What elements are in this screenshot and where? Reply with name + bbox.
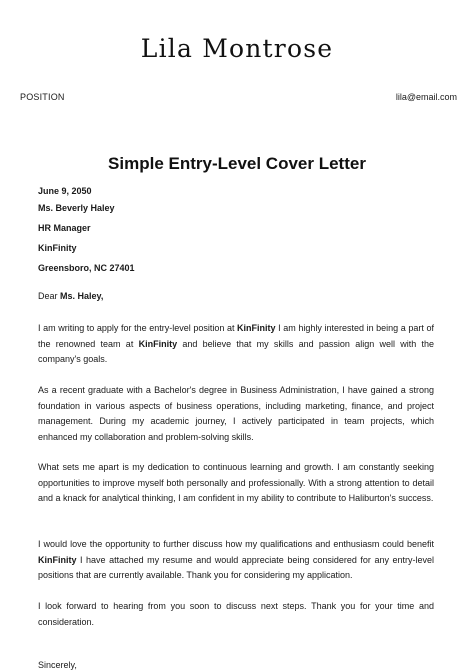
paragraph-1: [38, 321, 434, 368]
p1-text-a: I am writing to apply for the entry-level position at: [38, 323, 238, 333]
paragraph-4: [38, 537, 434, 584]
p1-company-1: KinFinity: [237, 323, 276, 333]
recipient-company: KinFinity: [38, 243, 77, 253]
applicant-name: Lila Montrose: [140, 34, 334, 63]
paragraph-5: I look forward to hearing from you soon to discuss next steps. Thank you for your time and consideration.: [38, 601, 434, 627]
p1-company-2: KinFinity: [138, 338, 178, 349]
paragraph-2: As a recent graduate with a Bachelor's degree in Business Administration, I have gained a strong foundation in various aspects of business operations, including marketing, finance, and project management. During my academic journey, I actively participated in team projects, which enhanced my collaboration and problem-solving skills.: [38, 385, 434, 442]
p4-company: KinFinity: [38, 554, 77, 565]
salutation: [38, 291, 103, 301]
position-label: POSITION: [20, 92, 65, 102]
p4-text-c: I have attached my resume and would appreciate being considered for any entry-level positions that are currently available. Thank you for considering my application.: [38, 554, 434, 580]
paragraph-3: What sets me apart is my dedication to continuous learning and growth. I am constantly seeking opportunities to improve myself both personally and professionally. With a strong attention to detail and a knack for analytical thinking, I am confident in my ability to contribute to Haliburton's success.: [38, 462, 434, 503]
recipient-city: Greensboro, NC 27401: [38, 263, 135, 273]
salutation-prefix: Dear: [38, 291, 61, 301]
closing: Sincerely,: [38, 660, 77, 670]
letter-date: June 9, 2050: [38, 186, 92, 196]
recipient-title: HR Manager: [38, 223, 91, 233]
p1-text-c: I am highly interested in being a part of the renowned team at: [38, 323, 434, 349]
p4-text-a: I would love the opportunity to further discuss how my qualifications and enthusiasm could benefit: [38, 539, 434, 549]
email-address: lila@email.com: [395, 92, 457, 102]
salutation-name: Ms. Haley,: [60, 291, 104, 301]
letter-title: Simple Entry-Level Cover Letter: [108, 154, 366, 173]
p1-text-e: and believe that my skills and passion align well with the company's goals.: [38, 338, 434, 364]
recipient-name: Ms. Beverly Haley: [38, 203, 115, 213]
